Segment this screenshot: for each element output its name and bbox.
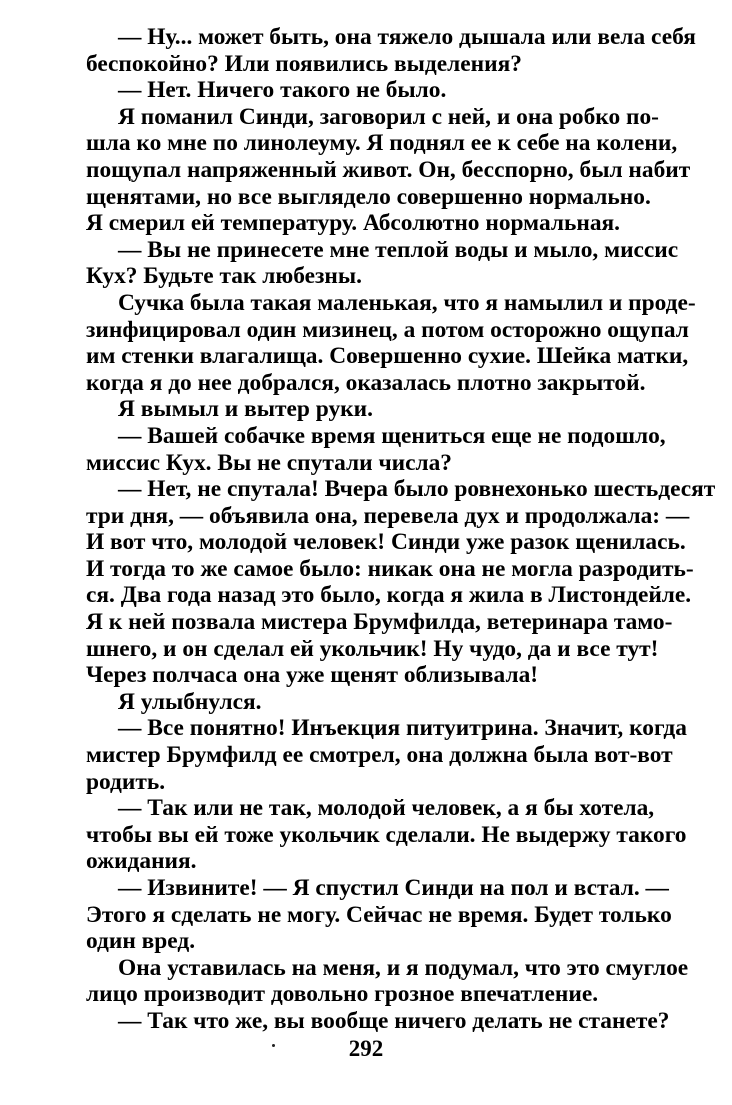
text-line: родить. — [86, 768, 166, 795]
text-line: — Вы не принесете мне теплой воды и мыло, миссис — [118, 236, 679, 263]
text-line: Я к ней позвала мистера Брумфилда, ветеринара тамо- — [86, 609, 673, 636]
text-line: Я вымыл и вытер руки. — [118, 396, 373, 423]
page-number: 292 — [348, 1036, 384, 1061]
text-line: Через полчаса она уже щенят облизывала! — [86, 662, 539, 689]
text-line: Сучка была такая маленькая, что я намылил и проде- — [118, 289, 696, 316]
text-line: — Так или не так, молодой человек, а я бы хотела, — [118, 795, 655, 822]
text-line: щенятами, но все выглядело совершенно нормально. — [86, 183, 651, 210]
text-line: Этого я сделать не могу. Сейчас не время. Будет только — [86, 901, 672, 928]
text-line: шла ко мне по линолеуму. Я поднял ее к себе на колени, — [86, 130, 678, 157]
text-line: Я поманил Синди, заговорил с ней, и она робко по- — [118, 103, 659, 130]
text-line: зинфицировал один мизинец, а потом осторожно ощупал — [86, 316, 689, 343]
text-line: — Так что же, вы вообще ничего делать не станете? — [118, 1007, 670, 1034]
text-line: когда я до нее добрался, оказалась плотно закрытой. — [86, 369, 646, 396]
text-line: лицо производит довольно грозное впечатление. — [86, 981, 599, 1008]
text-line: им стенки влагалища. Совершенно сухие. Шейка матки, — [86, 343, 689, 370]
text-line: чтобы вы ей тоже укольчик сделали. Не выдержу такого — [86, 821, 687, 848]
text-line: один вред. — [86, 928, 196, 955]
text-line: — Ну... может быть, она тяжело дышала или вела себя — [118, 24, 696, 50]
text-line: И тогда то же самое было: никак она не могла разродить- — [86, 555, 694, 582]
text-line: Я улыбнулся. — [118, 688, 262, 715]
text-line: — Вашей собачке время щениться еще не подошло, — [118, 422, 666, 449]
text-line: Она уставилась на меня, и я подумал, что это смуглое — [118, 954, 689, 981]
text-line: — Все понятно! Инъекция питуитрина. Значит, когда — [118, 715, 687, 742]
text-line: Я смерил ей температуру. Абсолютно нормальная. — [86, 210, 621, 237]
text-line: ожидания. — [86, 848, 197, 875]
text-line: — Извините! — Я спустил Синди на пол и встал. — — [118, 875, 669, 901]
text-line: три дня, — объявила она, перевела дух и продолжала: — — [86, 502, 690, 529]
text-line: беспокойно? Или появились выделения? — [86, 50, 522, 77]
text-line: шнего, и он сделал ей укольчик! Ну чудо, да и все тут! — [86, 635, 659, 662]
text-line: — Нет. Ничего такого не было. — [118, 77, 447, 104]
text-line: мистер Брумфилд ее смотрел, она должна была вот-вот — [86, 742, 673, 769]
page-body — [86, 24, 716, 1035]
text-line: Кух? Будьте так любезны. — [86, 263, 362, 290]
text-line: И вот что, молодой человек! Синди уже разок щенилась. — [86, 529, 686, 556]
text-line: миссис Кух. Вы не спутали числа? — [86, 449, 453, 476]
text-line: ся. Два года назад это было, когда я жила в Листондейле. — [86, 582, 692, 609]
text-line: — Нет, не спутала! Вчера было ровнехонько шестьдесят — [118, 476, 716, 503]
text-line: пощупал напряженный живот. Он, бесспорно, был набит — [86, 156, 691, 183]
